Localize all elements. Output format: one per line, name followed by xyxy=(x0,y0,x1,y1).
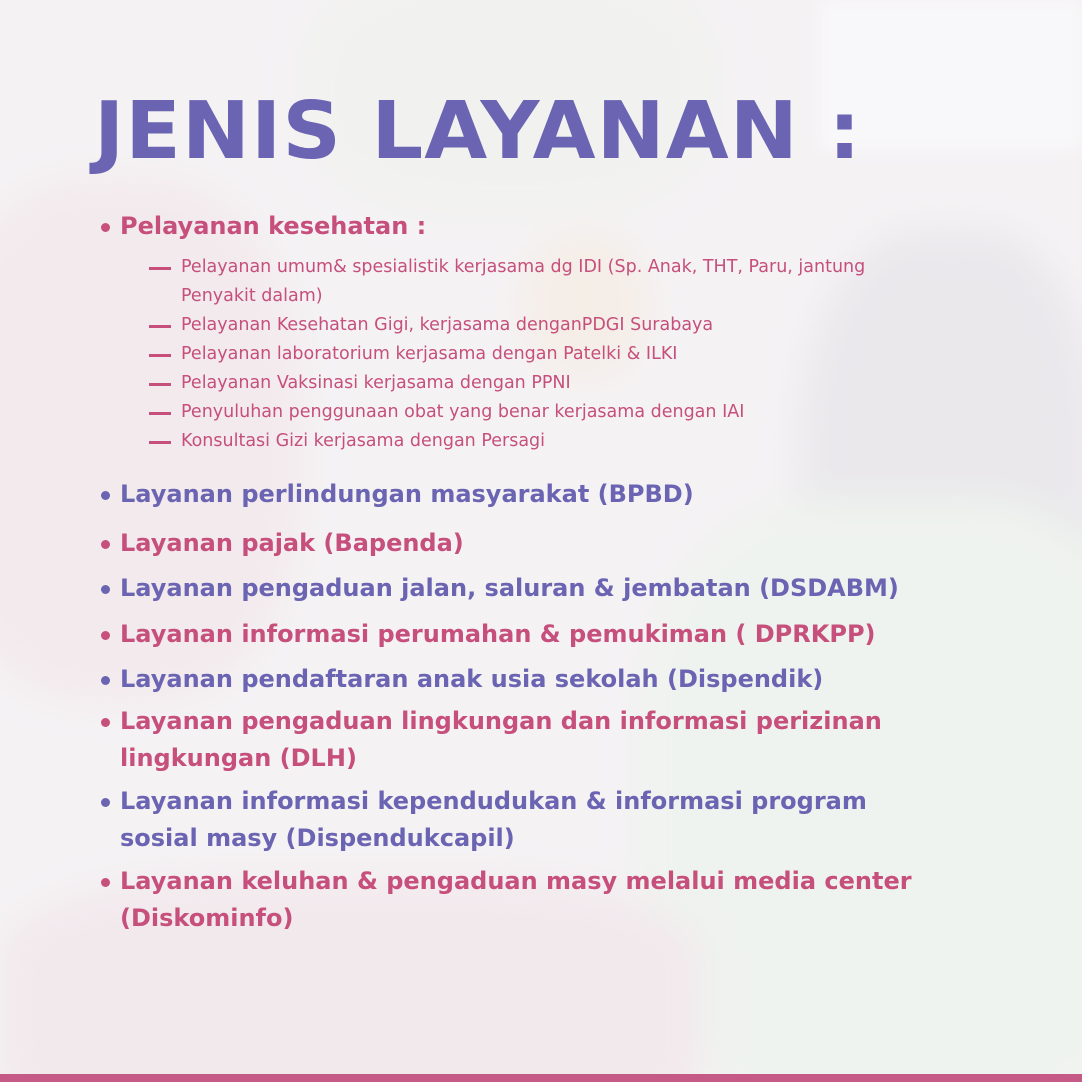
service-item xyxy=(98,863,912,937)
service-item-text: Layanan pendaftaran anak usia sekolah (Dispendik) xyxy=(120,665,824,693)
service-item xyxy=(98,616,876,653)
health-service-item-text: Pelayanan Kesehatan Gigi, kerjasama denganPDGI Surabaya xyxy=(181,315,714,335)
service-item-text: Layanan pajak (Bapenda) xyxy=(120,529,464,557)
health-services-heading-text: Pelayanan kesehatan : xyxy=(120,212,427,240)
health-service-item xyxy=(147,427,865,456)
bottom-accent-bar xyxy=(0,1074,1082,1082)
service-item-text: Layanan keluhan & pengaduan masy melalui media center xyxy=(120,867,912,895)
health-service-item xyxy=(147,369,865,398)
health-service-item-text: Pelayanan Vaksinasi kerjasama dengan PPNI xyxy=(181,373,571,393)
health-services-heading xyxy=(98,208,426,245)
service-item xyxy=(98,661,823,698)
health-service-item-text: Konsultasi Gizi kerjasama dengan Persagi xyxy=(181,431,546,451)
service-item-text: Layanan perlindungan masyarakat (BPBD) xyxy=(120,480,694,508)
service-item xyxy=(98,476,694,513)
service-item xyxy=(98,703,882,777)
service-item-text-continued: sosial masy (Dispendukcapil) xyxy=(120,824,515,852)
health-service-item xyxy=(147,398,865,427)
service-item xyxy=(98,525,464,562)
service-item xyxy=(98,570,899,607)
service-item-text-continued: lingkungan (DLH) xyxy=(120,744,357,772)
health-service-item-text: Pelayanan umum& spesialistik kerjasama dg IDI (Sp. Anak, THT, Paru, jantung xyxy=(181,257,866,277)
service-item-text: Layanan pengaduan jalan, saluran & jembatan (DSDABM) xyxy=(120,574,899,602)
service-item-text: Layanan informasi perumahan & pemukiman ( DPRKPP) xyxy=(120,620,876,648)
service-item-text-continued: (Diskominfo) xyxy=(120,904,294,932)
health-service-item-text: Pelayanan laboratorium kerjasama dengan Patelki & ILKI xyxy=(181,344,678,364)
health-service-item-text-continued: Penyakit dalam) xyxy=(181,286,323,306)
service-item-text: Layanan informasi kependudukan & informasi program xyxy=(120,787,867,815)
health-service-item xyxy=(147,340,865,369)
health-services-list xyxy=(147,253,865,456)
service-item-text: Layanan pengaduan lingkungan dan informasi perizinan xyxy=(120,707,882,735)
health-service-item xyxy=(147,253,865,311)
health-service-item-text: Penyuluhan penggunaan obat yang benar kerjasama dengan IAI xyxy=(181,402,745,422)
service-item xyxy=(98,783,867,857)
page-title: JENIS LAYANAN : xyxy=(94,85,862,177)
health-service-item xyxy=(147,311,865,340)
